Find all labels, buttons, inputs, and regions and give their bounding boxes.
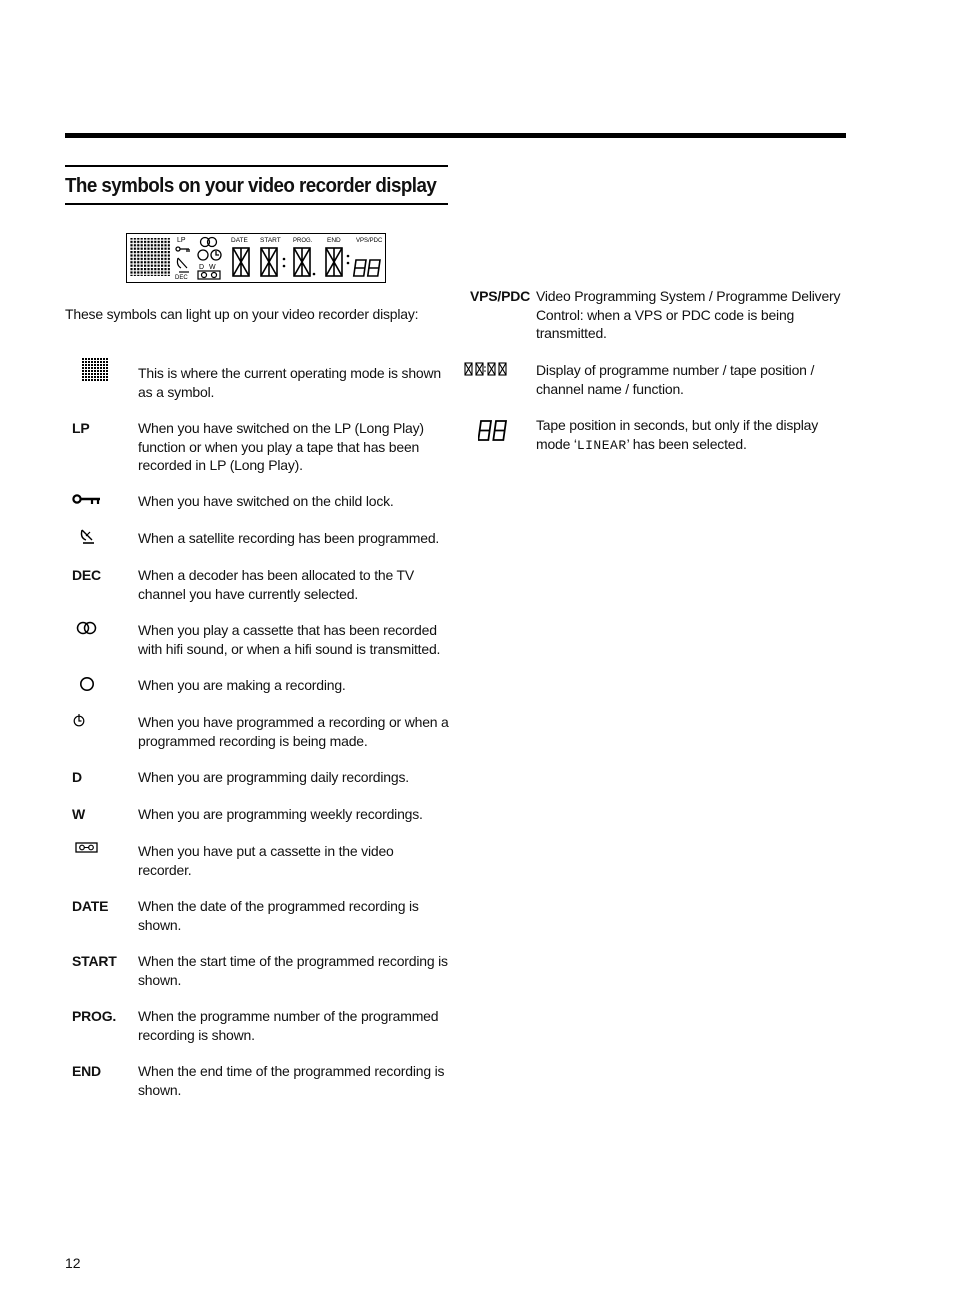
top-rule <box>65 133 846 138</box>
timer-clock-icon <box>211 250 221 260</box>
lcd-start: START <box>260 237 281 244</box>
lcd-date: DATE <box>231 237 248 244</box>
cassette-icon <box>198 271 220 279</box>
mode-matrix-icon <box>130 238 170 276</box>
item-label: DATE <box>72 898 109 914</box>
two-digit-display-icon <box>354 260 380 276</box>
two-digit-display-icon <box>478 419 510 443</box>
cassette-icon <box>75 842 99 854</box>
display-mode-name: LINEAR <box>576 437 627 453</box>
four-segment-display-icon <box>464 362 508 378</box>
title-box <box>65 165 448 205</box>
lcd-w: W <box>209 264 216 271</box>
item-description: When the end time of the programmed recording is shown. <box>138 1063 445 1098</box>
display-illustration <box>126 233 386 283</box>
hifi-icon <box>76 621 98 635</box>
hifi-icon <box>201 238 217 247</box>
item-description: Tape position in seconds, but only if the display mode ‘LINEAR’ has been selected. <box>536 417 819 453</box>
lcd-end: END <box>327 237 341 244</box>
mode-matrix-icon <box>82 358 110 382</box>
item-description: When you have programmed a recording or when a programmed recording is being made. <box>138 714 449 749</box>
item-label: W <box>72 806 86 822</box>
item-label: START <box>72 953 117 969</box>
item-description: When you are programming daily recordings. <box>138 769 409 785</box>
record-circle-icon <box>79 676 95 692</box>
item-label: LP <box>72 420 90 436</box>
intro-text: These symbols can light up on your video recorder display: <box>65 306 419 322</box>
item-label: END <box>72 1063 101 1079</box>
lcd-prog: PROG. <box>293 238 313 244</box>
item-description: When the programme number of the programmed recording is shown. <box>138 1008 439 1043</box>
item-description: Display of programme number / tape position / channel name / function. <box>536 362 815 397</box>
item-description: When you play a cassette that has been recorded with hifi sound, or when a hifi sound is transmitted. <box>138 622 441 657</box>
item-description: When you have switched on the child lock. <box>138 493 394 509</box>
item-label: VPS/PDC <box>470 288 531 304</box>
timer-clock-icon <box>72 713 86 727</box>
lcd-lp: LP <box>177 237 186 244</box>
satellite-dish-icon <box>177 258 189 272</box>
page-number: 12 <box>65 1255 81 1271</box>
key-icon <box>176 247 189 252</box>
item-description: Video Programming System / Programme Delivery Control: when a VPS or PDC code is being transmitted. <box>536 288 841 341</box>
key-icon <box>72 493 102 507</box>
item-description: When the date of the programmed recording is shown. <box>138 898 419 933</box>
item-label: D <box>72 769 82 785</box>
item-description: This is where the current operating mode is shown as a symbol. <box>138 365 442 400</box>
item-description: When you have switched on the LP (Long Play) function or when you play a tape that has been recorded in LP (Long Play). <box>138 420 424 473</box>
item-description: When you have put a cassette in the video recorder. <box>138 843 394 878</box>
four-segment-display-icon <box>233 248 342 276</box>
display-illustration-svg <box>127 234 385 282</box>
item-description: When a satellite recording has been programmed. <box>138 530 440 546</box>
lcd-d: D <box>199 264 205 271</box>
record-circle-icon <box>198 250 208 260</box>
item-description: When you are programming weekly recordings. <box>138 806 423 822</box>
item-label: PROG. <box>72 1008 117 1024</box>
item-description: When the start time of the programmed recording is shown. <box>138 953 448 988</box>
lcd-dec: DEC <box>175 275 188 281</box>
item-label: DEC <box>72 567 101 583</box>
item-description: When you are making a recording. <box>138 677 346 693</box>
satellite-dish-icon <box>79 529 97 545</box>
page-title: The symbols on your video recorder display <box>65 175 437 197</box>
lcd-vpspdc: VPS/PDC <box>356 238 383 244</box>
item-description: When a decoder has been allocated to the TV channel you have currently selected. <box>138 567 415 602</box>
